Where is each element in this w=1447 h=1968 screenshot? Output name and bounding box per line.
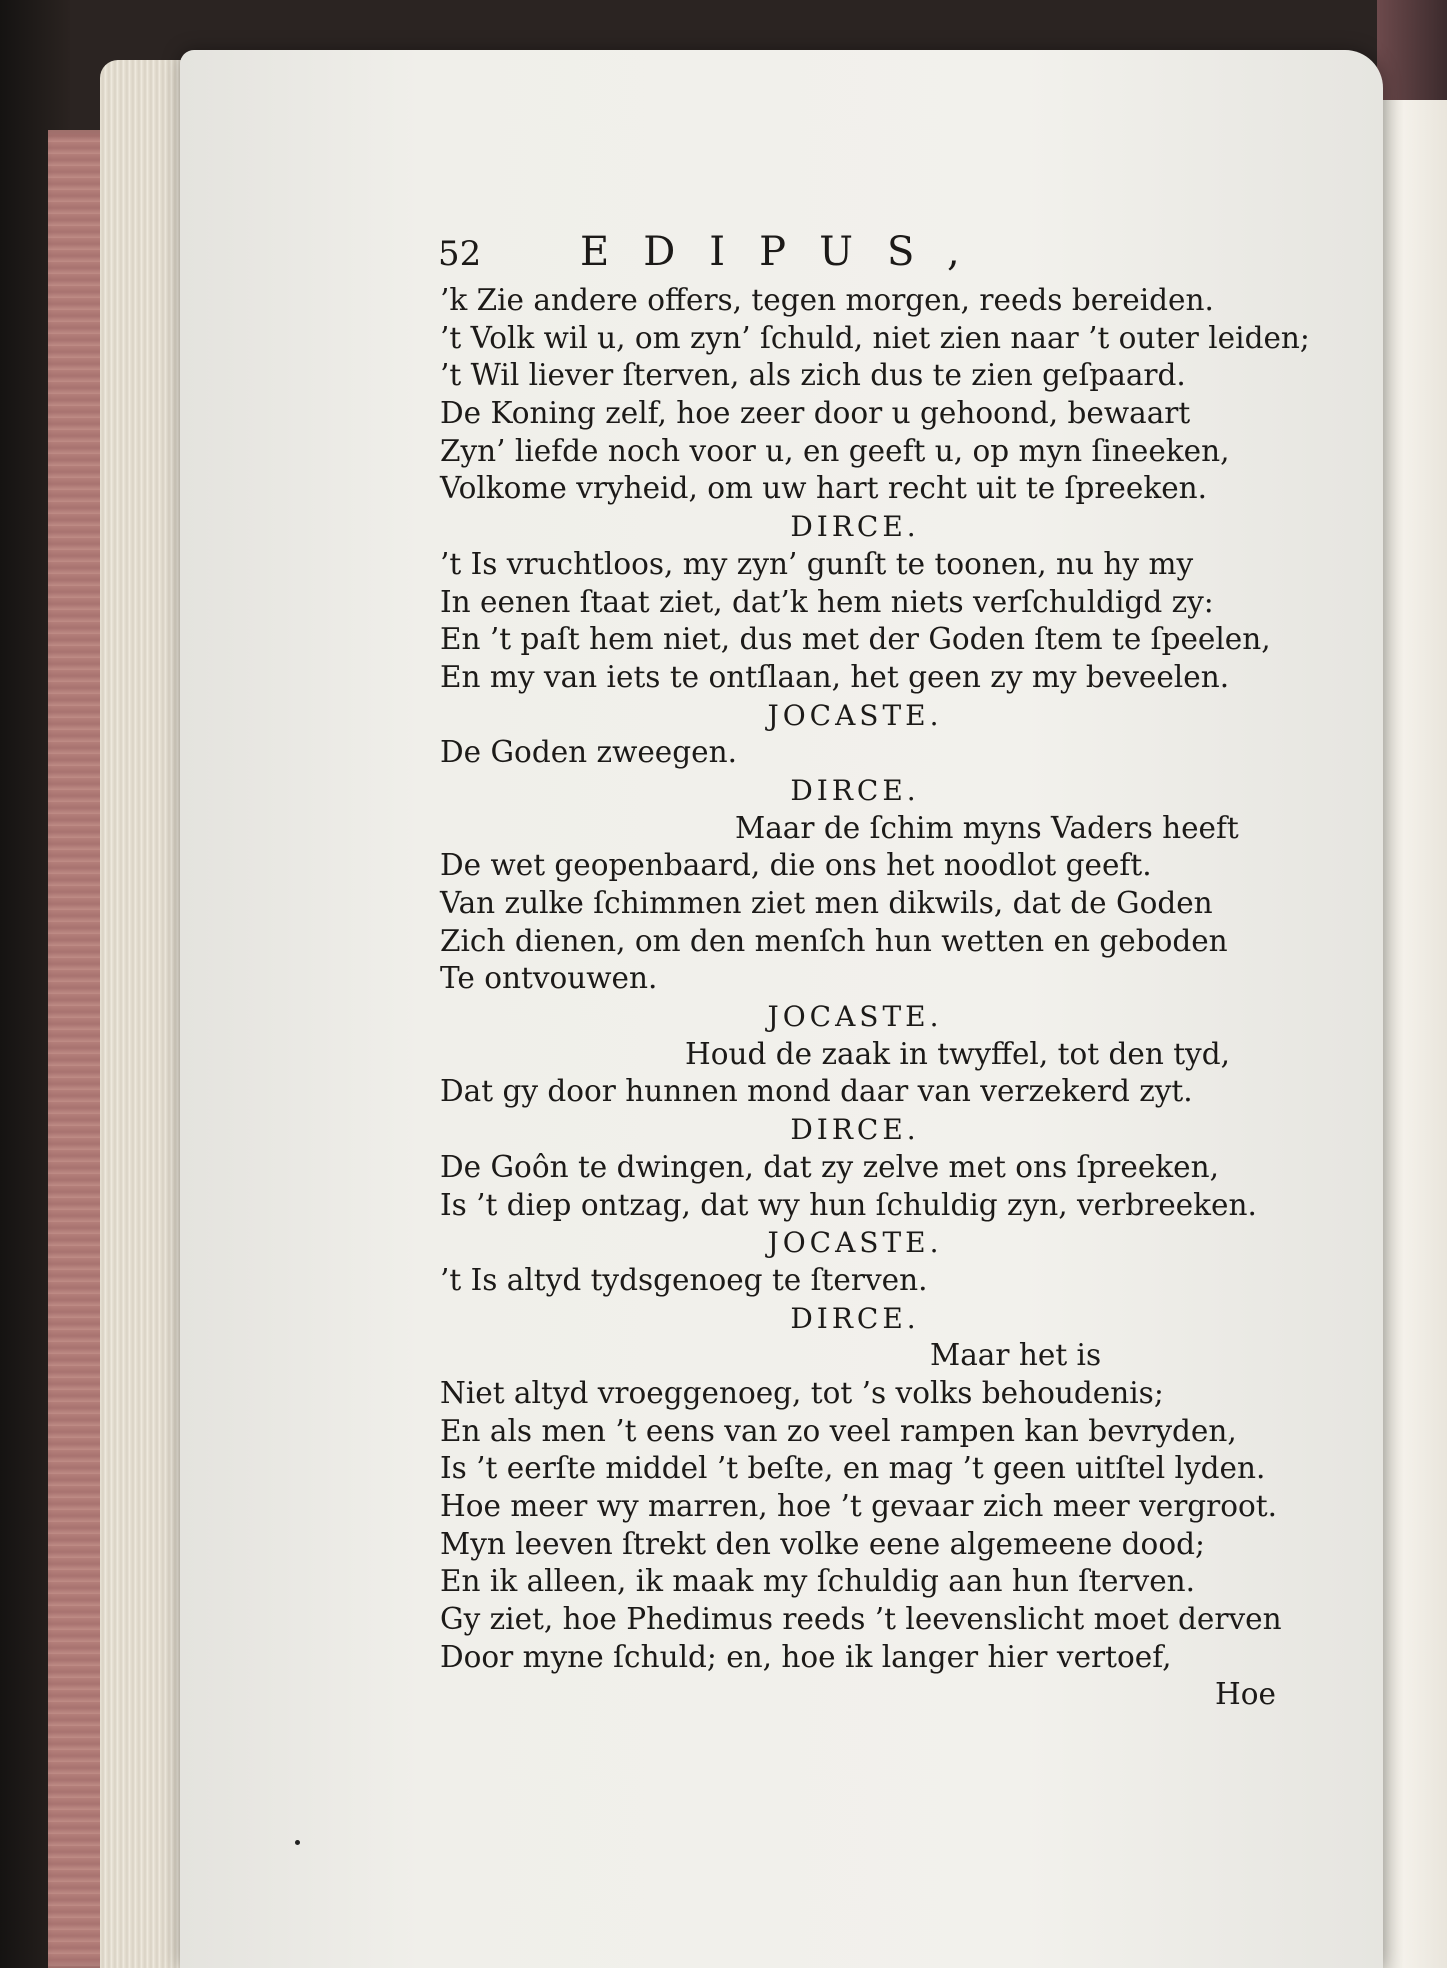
verse-line: In eenen ſtaat ziet, dat’k hem niets verſchuldigd zy: — [440, 584, 1214, 619]
verse-line: Zich dienen, om den menſch hun wetten en geboden — [440, 923, 1228, 958]
speaker-heading: JOCASTE. — [767, 698, 943, 732]
running-head — [440, 230, 1280, 282]
verse-line: Maar het is — [930, 1338, 1102, 1373]
verse-line: ’t Wil liever ſterven, als zich dus te zien geſpaard. — [440, 358, 1186, 393]
verse-line: En als men ’t eens van zo veel rampen kan bevryden, — [440, 1413, 1237, 1448]
verse-line: Dat gy door hunnen mond daar van verzekerd zyt. — [440, 1074, 1193, 1109]
page-number: 52 — [438, 234, 482, 274]
page-text — [438, 229, 1310, 1712]
speaker-heading: DIRCE. — [790, 510, 920, 544]
verse-line: Hoe meer wy marren, hoe ’t gevaar zich meer vergroot. — [440, 1489, 1278, 1523]
speaker-heading: DIRCE. — [790, 1113, 920, 1147]
verse-line: Zyn’ liefde noch voor u, en geeft u, op myn ſineeken, — [440, 433, 1230, 468]
speaker-heading: JOCASTE. — [767, 1000, 943, 1034]
verse-line: Te ontvouwen. — [440, 961, 658, 996]
verse-line: De Goden zweegen. — [440, 735, 737, 770]
verse-line: Door myne ſchuld; en, hoe ik langer hier vertoef, — [440, 1639, 1172, 1674]
verse-line: Volkome vryheid, om uw hart recht uit te ſpreeken. — [440, 471, 1208, 506]
verse-line: Maar de ſchim myns Vaders heeft — [735, 810, 1239, 845]
catchword: Hoe — [1215, 1677, 1276, 1712]
verse-line: ’t Volk wil u, om zyn’ ſchuld, niet zien naar ’t outer leiden; — [440, 320, 1310, 355]
verse-line: Is ’t diep ontzag, dat wy hun ſchuldig zyn, verbreeken. — [440, 1187, 1257, 1222]
verse-line: Van zulke ſchimmen ziet men dikwils, dat de Goden — [440, 886, 1213, 920]
running-title: EDIPUS, — [580, 229, 994, 275]
speaker-heading: DIRCE. — [790, 1301, 920, 1335]
verse-line: Is ’t eerſte middel ’t beſte, en mag ’t geen uitſtel lyden. — [440, 1451, 1266, 1486]
verse-line: En ’t paſt hem niet, dus met der Goden ſtem te ſpeelen, — [440, 622, 1271, 657]
verse-line: De Goôn te dwingen, dat zy zelve met ons ſpreeken, — [440, 1149, 1219, 1184]
verse-line: ’t Is vruchtloos, my zyn’ gunſt te toonen, nu hy my — [440, 546, 1194, 581]
verse-line: Niet altyd vroeggenoeg, tot ’s volks behoudenis; — [440, 1375, 1164, 1410]
speaker-heading: DIRCE. — [790, 773, 920, 807]
facing-page-edge — [1375, 100, 1447, 1968]
verse-line: De wet geopenbaard, die ons het noodlot geeft. — [440, 848, 1152, 883]
verse-lines — [440, 282, 1310, 1676]
verse-line: Gy ziet, hoe Phedimus reeds ’t leevenslicht moet derven — [440, 1602, 1282, 1637]
verse-line: En my van iets te ontſlaan, het geen zy my beveelen. — [440, 659, 1230, 694]
verse-line: ’t Is altyd tydsgenoeg te ſterven. — [440, 1262, 928, 1297]
verse-line: En ik alleen, ik maak my ſchuldig aan hun ſterven. — [440, 1564, 1196, 1599]
speaker-heading: JOCASTE. — [767, 1226, 943, 1260]
verse-line: De Koning zelf, hoe zeer door u gehoond, bewaart — [440, 396, 1191, 431]
verse-line: Houd de zaak in twyffel, tot den tyd, — [685, 1036, 1230, 1071]
verse-line: Myn leeven ſtrekt den volke eene algemeene dood; — [440, 1526, 1205, 1561]
ink-speck — [295, 1840, 300, 1845]
verse-line: ’k Zie andere offers, tegen morgen, reeds bereiden. — [440, 283, 1214, 317]
